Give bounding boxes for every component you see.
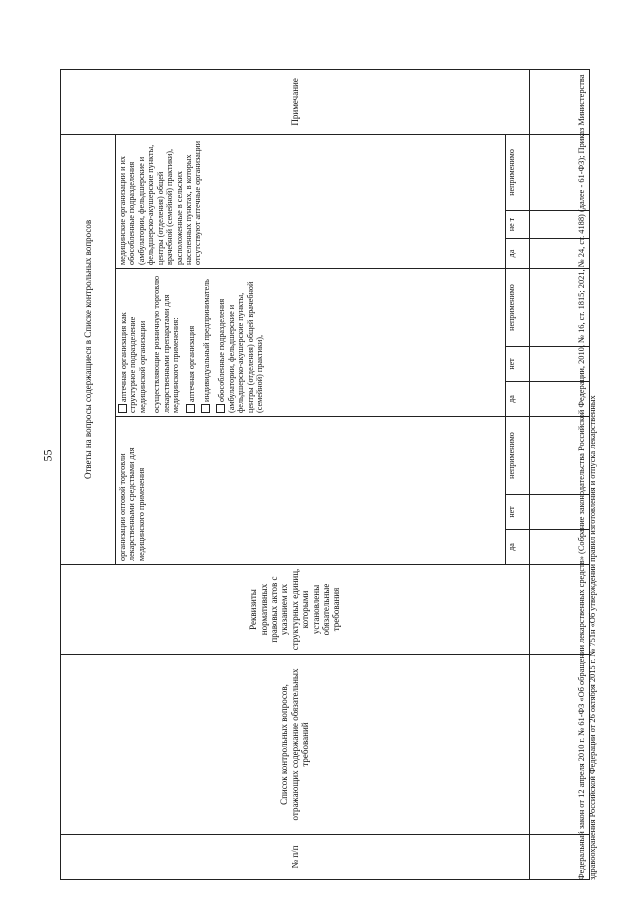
- answer-group-1: организации оптовой торговли лекарственными средствами для медицинского применения: [116, 417, 506, 565]
- header-list: Список контрольных вопросов, отражающих содержание обязательных требований: [61, 655, 530, 835]
- sub-na: неприменимо: [506, 134, 530, 210]
- sub-no: нет: [506, 347, 530, 382]
- header-answers: Ответы на вопросы содержащиеся в Списке контрольных вопросов: [61, 134, 116, 564]
- header-note: Примечание: [61, 69, 530, 134]
- item-pharmacy-subdivision: аптечная организация как структурное подразделение медицинской организации: [119, 312, 147, 413]
- sub-yes: да: [506, 530, 530, 565]
- item-pharmacy: аптечная организация: [186, 325, 196, 402]
- item-entrepreneur: индивидуальный предприниматель: [201, 279, 211, 402]
- checklist-table-rotated: [60, 70, 590, 880]
- checkbox-icon[interactable]: [201, 404, 210, 413]
- sub-na: неприменимо: [506, 417, 530, 495]
- sub-na: неприменимо: [506, 269, 530, 347]
- header-num: № п/п: [61, 835, 530, 880]
- checkbox-icon[interactable]: [118, 404, 127, 413]
- checkbox-icon[interactable]: [216, 404, 225, 413]
- checkbox-icon[interactable]: [186, 404, 195, 413]
- page-number: 55: [40, 449, 55, 462]
- footnote: Федеральный закон от 12 апреля 2010 г. № 61-ФЗ «Об обращении лекарственных средств» (Собрание законодательства Российской Федерации, 2010, № 16, ст. 1815; 2021, № 24, ст. 4188) (далее - 61-ФЗ); Приказ Министерства здравоохранения Российской Федерации от 26 октября 2015 г. № 751н «Об утверждении правил изготовления и отпуска лекарственных: [577, 74, 597, 880]
- sub-yes: да: [506, 239, 530, 269]
- sub-yes: да: [506, 382, 530, 417]
- sub-no: нет: [506, 495, 530, 530]
- answer-group-2: [116, 269, 506, 417]
- item-retail: осуществляющие розничную торговлю лекарственными препаратами для медицинского применения:: [152, 275, 181, 413]
- item-separate-units: обособленные подразделения (амбулатории, фельдшерские и фельдшерско-акушерские пункты, центры (отделения) общей врачебной (семейной) практики),: [217, 281, 265, 413]
- sub-no: не т: [506, 211, 530, 239]
- answer-group-3: медицинские организации и их обособленные подразделения (амбулатории, фельдшерские и фельдшерско-акушерские пункты, центры (отделения) общей врачебной (семейной) практики), расположенные в сельских населенных пунктах, в которых отсутствуют аптечные организации: [116, 134, 506, 268]
- header-requisites: Реквизиты нормативных правовых актов с указанием их структурных единиц, которыми установлены обязательные требования: [61, 565, 530, 655]
